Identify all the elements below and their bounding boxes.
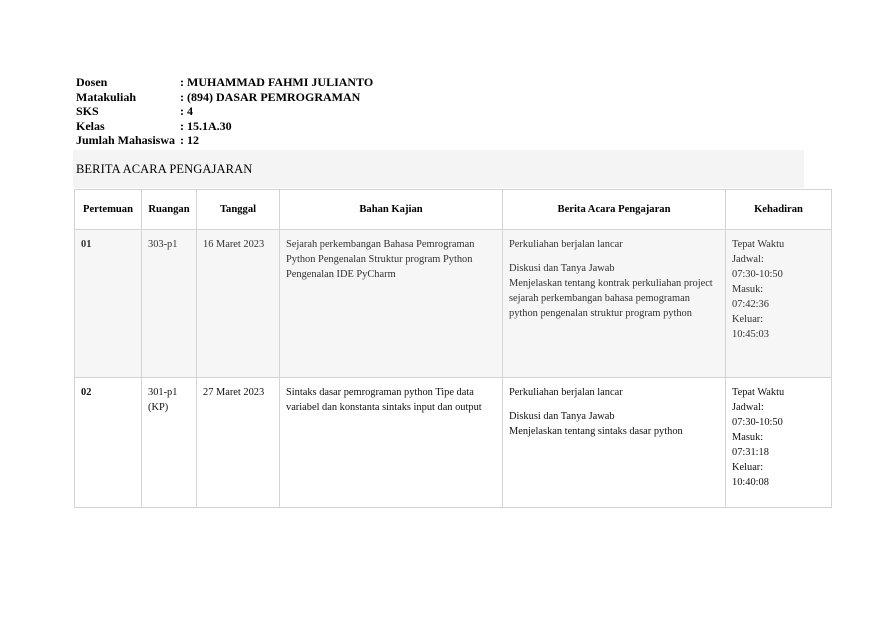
kehadiran-jadwal: 07:30-10:50 xyxy=(732,269,783,280)
header-berita-acara: Berita Acara Pengajaran xyxy=(503,190,726,230)
sks-row xyxy=(76,104,373,119)
sks-value: : 4 xyxy=(180,104,193,119)
kehadiran-keluar: 10:45:03 xyxy=(732,329,769,340)
kehadiran-status: Tepat Waktu xyxy=(732,239,785,250)
kehadiran-status: Tepat Waktu xyxy=(732,387,785,399)
kelas-row xyxy=(76,119,373,134)
header-bahan-kajian: Bahan Kajian xyxy=(280,190,503,230)
jumlah-label: Jumlah Mahasiswa xyxy=(76,133,176,148)
table-row xyxy=(75,378,832,508)
cell-tanggal: 27 Maret 2023 xyxy=(197,378,280,508)
cell-tanggal: 16 Maret 2023 xyxy=(197,230,280,378)
cell-berita-acara xyxy=(503,230,726,378)
kehadiran-jadwal: 07:30-10:50 xyxy=(732,417,783,429)
berita-metode: Diskusi dan Tanya Jawab xyxy=(509,411,615,423)
kehadiran-masuk: 07:42:36 xyxy=(732,299,769,310)
kehadiran-keluar-label: Keluar: xyxy=(732,314,764,325)
kehadiran-jadwal-label: Jadwal: xyxy=(732,254,764,265)
sks-label: SKS xyxy=(76,104,99,119)
kehadiran-keluar: 10:40:08 xyxy=(732,477,769,489)
berita-status: Perkuliahan berjalan lancar xyxy=(509,387,623,399)
kehadiran-keluar-label: Keluar: xyxy=(732,462,764,474)
header-ruangan: Ruangan xyxy=(142,190,197,230)
kehadiran-masuk-label: Masuk: xyxy=(732,284,764,295)
spacer xyxy=(509,252,719,261)
kehadiran-jadwal-label: Jadwal: xyxy=(732,402,764,414)
dosen-row xyxy=(76,75,373,90)
kelas-label: Kelas xyxy=(76,118,105,133)
berita-metode: Diskusi dan Tanya Jawab xyxy=(509,263,615,274)
kehadiran-masuk-label: Masuk: xyxy=(732,432,764,444)
cell-ruangan: 303-p1 xyxy=(142,230,197,378)
cell-berita-acara xyxy=(503,378,726,508)
course-info xyxy=(76,75,373,148)
matakuliah-row xyxy=(76,90,373,105)
cell-kehadiran xyxy=(726,378,832,508)
header-pertemuan: Pertemuan xyxy=(75,190,142,230)
spacer xyxy=(509,400,719,409)
berita-deskripsi: Menjelaskan tentang kontrak perkuliahan project sejarah perkembangan bahasa pemograman python pengenalan struktur program python xyxy=(509,278,713,319)
section-title: BERITA ACARA PENGAJARAN xyxy=(76,162,253,176)
matakuliah-value: : (894) DASAR PEMROGRAMAN xyxy=(180,89,361,104)
cell-bahan-kajian: Sejarah perkembangan Bahasa Pemrograman Python Pengenalan Struktur program Python Pengenalan IDE PyCharm xyxy=(280,230,503,378)
berita-status: Perkuliahan berjalan lancar xyxy=(509,239,623,250)
jumlah-value: : 12 xyxy=(180,133,199,148)
cell-pertemuan: 01 xyxy=(75,230,142,378)
table-header-row xyxy=(75,190,832,230)
matakuliah-label: Matakuliah xyxy=(76,89,137,104)
dosen-value: : MUHAMMAD FAHMI JULIANTO xyxy=(180,75,374,89)
berita-deskripsi: Menjelaskan tentang sintaks dasar python xyxy=(509,426,683,438)
dosen-label: Dosen xyxy=(76,75,108,89)
table-row xyxy=(75,230,832,378)
header-kehadiran: Kehadiran xyxy=(726,190,832,230)
kehadiran-masuk: 07:31:18 xyxy=(732,447,769,459)
attendance-table xyxy=(74,189,832,508)
cell-bahan-kajian: Sintaks dasar pemrograman python Tipe data variabel dan konstanta sintaks input dan output xyxy=(280,378,503,508)
header-tanggal: Tanggal xyxy=(197,190,280,230)
cell-kehadiran xyxy=(726,230,832,378)
kelas-value: : 15.1A.30 xyxy=(180,118,232,133)
cell-ruangan: 301-p1 (KP) xyxy=(142,378,197,508)
jumlah-row xyxy=(76,133,373,148)
cell-pertemuan: 02 xyxy=(75,378,142,508)
